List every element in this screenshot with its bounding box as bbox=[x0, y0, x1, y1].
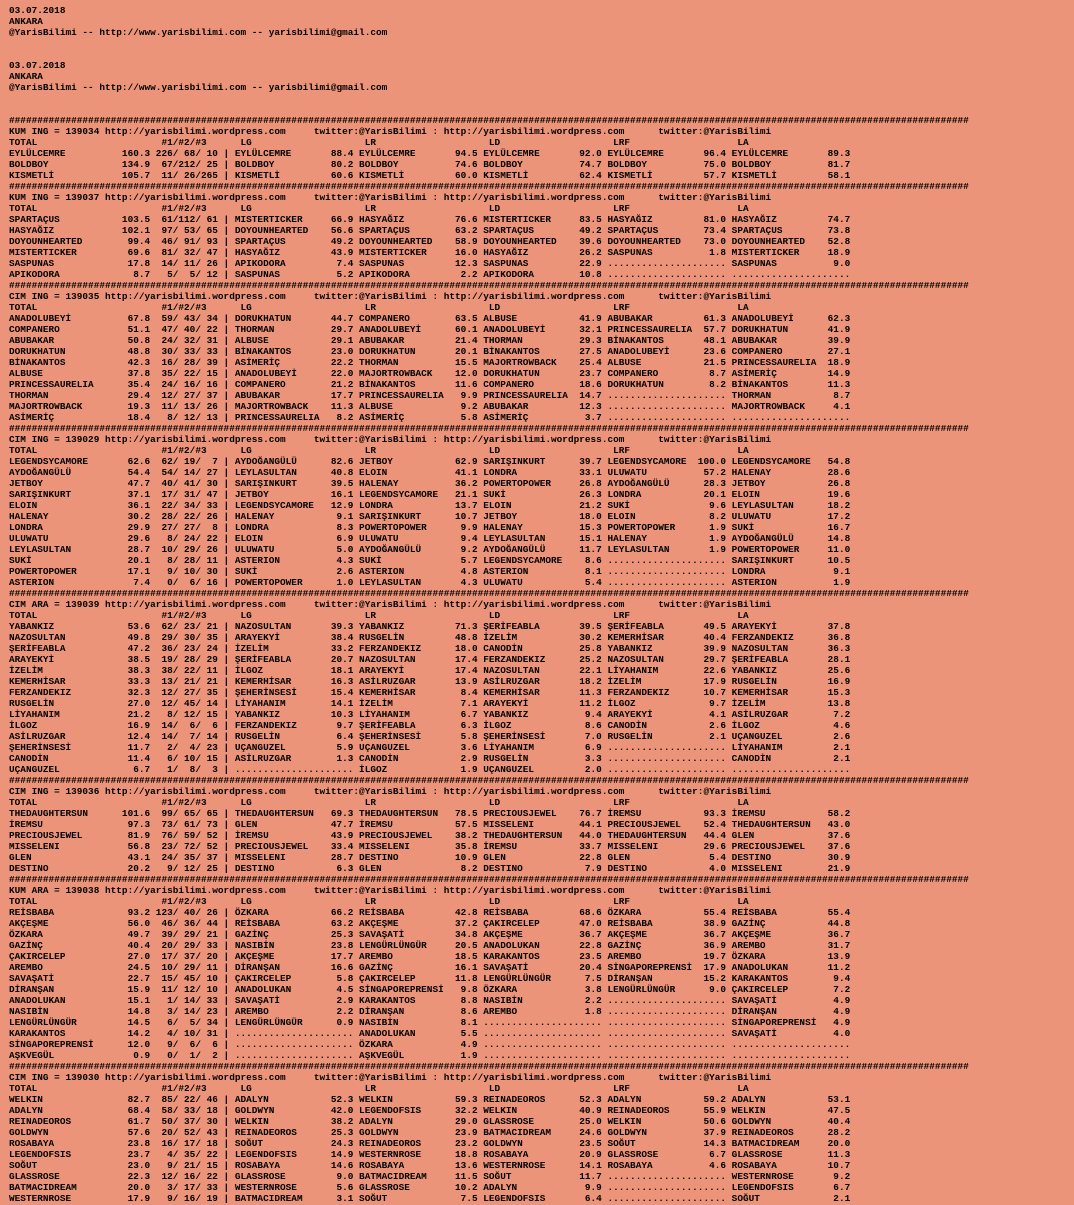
report-line: GOLDWYN 57.6 20/ 52/ 43 | REINADEOROS 25.3 GOLDWYN 23.9 BATMACIDREAM 24.6 GOLDWYN 37.9 REINADEOROS 28.2 bbox=[9, 1127, 851, 1138]
report-line: BİNAKANTOS 42.3 16/ 28/ 39 | ASİMERİÇ 22.2 THORMAN 15.5 MAJORTROWBACK 25.4 ALBUSE 21.5 PRINCESSAURELIA 18.9 bbox=[9, 357, 851, 368]
report-line: ABUBAKAR 50.8 24/ 32/ 31 | ALBUSE 29.1 ABUBAKAR 21.4 THORMAN 29.3 BİNAKANTOS 48.1 ABUBAKAR 39.9 bbox=[9, 335, 851, 346]
report-line: REINADEOROS 61.7 50/ 37/ 30 | WELKIN 38.2 ADALYN 29.0 GLASSROSE 25.0 WELKIN 50.6 GOLDWYN 40.4 bbox=[9, 1116, 851, 1127]
report-line: AYDOĞANGÜLÜ 54.4 54/ 14/ 27 | LEYLASULTAN 40.8 ELOIN 41.1 LONDRA 33.1 ULUWATU 57.2 HALENAY 28.6 bbox=[9, 467, 851, 478]
report-line: SASPUNAS 17.8 14/ 11/ 26 | APIKODORA 7.4 SASPUNAS 12.3 SASPUNAS 22.9 ..................... SASPUNAS 9.0 bbox=[9, 258, 851, 269]
report-line: NAZOSULTAN 49.8 29/ 30/ 35 | ARAYEKYİ 38.4 RUSGELİN 48.8 İZELİM 30.2 KEMERHİSAR 40.4 FERZANDEKIZ 36.8 bbox=[9, 632, 851, 643]
report-line bbox=[9, 38, 1071, 49]
report-line: YABANKIZ 53.6 62/ 23/ 21 | NAZOSULTAN 39.3 YABANKIZ 71.3 ŞERİFEABLA 39.5 ŞERİFEABLA 49.5 ARAYEKYİ 37.8 bbox=[9, 621, 851, 632]
report-line: İLGOZ 16.9 14/ 6/ 6 | FERZANDEKIZ 9.7 ŞERİFEABLA 6.3 İLGOZ 8.6 CANODİN 2.6 İLGOZ 4.6 bbox=[9, 720, 851, 731]
report-line: KISMETLİ 105.7 11/ 26/265 | KISMETLİ 60.6 KISMETLİ 60.0 KISMETLİ 62.4 KISMETLİ 57.7 KISMETLİ 58.1 bbox=[9, 170, 851, 181]
report-line: PRINCESSAURELIA 35.4 24/ 16/ 16 | COMPANERO 21.2 BİNAKANTOS 11.6 COMPANERO 18.6 DORUKHATUN 8.2 BİNAKANTOS 11.3 bbox=[9, 379, 851, 390]
report-line bbox=[9, 49, 1071, 60]
report-line: ANKARA bbox=[9, 71, 43, 82]
report-line: SOĞUT 23.0 9/ 21/ 15 | ROSABAYA 14.6 ROSABAYA 13.6 WESTERNROSE 14.1 ROSABAYA 4.6 ROSABAYA 10.7 bbox=[9, 1160, 851, 1171]
report-line: LENGÜRLÜNGÜR 14.5 6/ 5/ 34 | LENGÜRLÜNGÜR 0.9 NASIBİN 8.1 ..................... ..................... SİNGAPOREPRENSİ 4.9 bbox=[9, 1017, 851, 1028]
report-line: MISSELENI 56.8 23/ 72/ 52 | PRECIOUSJEWEL 33.4 MISSELENI 35.8 İREMSU 33.7 MISSELENI 29.6 PRECIOUSJEWEL 37.6 bbox=[9, 841, 851, 852]
report-line: LONDRA 29.9 27/ 27/ 8 | LONDRA 8.3 POWERTOPOWER 9.9 HALENAY 15.3 POWERTOPOWER 1.9 SUKİ 16.7 bbox=[9, 522, 851, 533]
report-line: POWERTOPOWER 17.1 9/ 10/ 30 | SUKİ 2.6 ASTERION 4.8 ASTERION 8.1 ..................... LONDRA 9.1 bbox=[9, 566, 851, 577]
report-line: ULUWATU 29.6 8/ 24/ 22 | ELOIN 6.9 ULUWATU 9.4 LEYLASULTAN 15.1 HALENAY 1.9 AYDOĞANGÜLÜ 14.8 bbox=[9, 533, 851, 544]
report-line: TOTAL #1/#2/#3 LG LR LD LRF LA bbox=[9, 896, 749, 907]
report-line bbox=[9, 104, 1071, 115]
report-line: THORMAN 29.4 12/ 27/ 37 | ABUBAKAR 17.7 PRINCESSAURELIA 9.9 PRINCESSAURELIA 14.7 ..................... THORMAN 8.7 bbox=[9, 390, 851, 401]
report-line: LEGENDSYCAMORE 62.6 62/ 19/ 7 | AYDOĞANGÜLÜ 82.6 JETBOY 62.9 SARIŞINKURT 39.7 LEGENDSYCAMORE 100.0 LEGENDSYCAMORE 54.8 bbox=[9, 456, 851, 467]
report-line: MISTERTICKER 69.6 81/ 32/ 47 | HASYAĞIZ 43.9 MISTERTICKER 16.0 HASYAĞIZ 26.2 SASPUNAS 1.8 MISTERTICKER 18.9 bbox=[9, 247, 851, 258]
report-line: ÖZKARA 49.7 39/ 29/ 21 | GAZİNÇ 25.3 SAVAŞATİ 34.8 AKÇEŞME 36.7 AKÇEŞME 36.7 AKÇEŞME 36.7 bbox=[9, 929, 851, 940]
report-line: CIM ING = 139036 http://yarisbilimi.wordpress.com twitter:@YarisBilimi : http://yarisbilimi.wordpress.com twitter:@YarisBilimi bbox=[9, 786, 772, 797]
report-line: PRECIOUSJEWEL 81.9 76/ 59/ 52 | İREMSU 43.9 PRECIOUSJEWEL 38.2 THEDAUGHTERSUN 44.0 THEDAUGHTERSUN 44.4 GLEN 37.6 bbox=[9, 830, 851, 841]
report-line: SUKİ 20.1 8/ 28/ 11 | ASTERION 4.3 SUKİ 5.7 LEGENDSYCAMORE 8.6 ..................... SARIŞINKURT 10.5 bbox=[9, 555, 851, 566]
report-line: ELOIN 36.1 22/ 34/ 33 | LEGENDSYCAMORE 12.9 LONDRA 13.7 ELOIN 21.2 SUKİ 9.6 LEYLASULTAN 18.2 bbox=[9, 500, 851, 511]
report-line: ÇAKIRCELEP 27.0 17/ 37/ 20 | AKÇEŞME 17.7 AREMBO 18.5 KARAKANTOS 23.5 AREMBO 19.7 ÖZKARA 13.9 bbox=[9, 951, 851, 962]
report-line: MAJORTROWBACK 19.3 11/ 13/ 26 | MAJORTROWBACK 11.3 ALBUSE 9.2 ABUBAKAR 12.3 ..................... MAJORTROWBACK 4.1 bbox=[9, 401, 851, 412]
report-line: SARIŞINKURT 37.1 17/ 31/ 47 | JETBOY 16.1 LEGENDSYCAMORE 21.1 SUKİ 26.3 LONDRA 20.1 ELOIN 19.6 bbox=[9, 489, 851, 500]
report-line: SAVAŞATİ 22.7 15/ 45/ 10 | ÇAKIRCELEP 5.8 ÇAKIRCELEP 11.8 LENGÜRLÜNGÜR 7.5 DİRANŞAN 15.2 KARAKANTOS 9.4 bbox=[9, 973, 851, 984]
report-line: ADALYN 68.4 58/ 33/ 18 | GOLDWYN 42.0 LEGENDOFSIS 32.2 WELKIN 40.9 REINADEOROS 55.9 WELKIN 47.5 bbox=[9, 1105, 851, 1116]
report-line: UÇANGUZEL 6.7 1/ 8/ 3 | ..................... İLGOZ 1.9 UÇANGUZEL 2.0 ..................... ..................... bbox=[9, 764, 851, 775]
report-line: 03.07.2018 bbox=[9, 60, 66, 71]
report-line: CIM ING = 139035 http://yarisbilimi.wordpress.com twitter:@YarisBilimi : http://yarisbilimi.wordpress.com twitter:@YarisBilimi bbox=[9, 291, 772, 302]
report-line: ########################################################################################################################################################################## bbox=[9, 181, 969, 192]
report-line: İZELİM 38.3 38/ 22/ 11 | İLGOZ 18.1 ARAYEKYİ 17.4 NAZOSULTAN 22.1 LİYAHANIM 22.6 YABANKIZ 25.6 bbox=[9, 665, 851, 676]
report-line: ŞERİFEABLA 47.2 36/ 23/ 24 | İZELİM 33.2 FERZANDEKIZ 18.0 CANODİN 25.8 YABANKIZ 39.9 NAZOSULTAN 36.3 bbox=[9, 643, 851, 654]
report-line: SİNGAPOREPRENSİ 12.0 9/ 6/ 6 | ..................... ÖZKARA 4.9 ..................... ..................... ..................... bbox=[9, 1039, 851, 1050]
report-line: DOYOUNHEARTED 99.4 46/ 91/ 93 | SPARTAÇUS 49.2 DOYOUNHEARTED 58.9 DOYOUNHEARTED 39.6 DOYOUNHEARTED 73.0 DOYOUNHEARTED 52.8 bbox=[9, 236, 851, 247]
report-line: ########################################################################################################################################################################## bbox=[9, 588, 969, 599]
report-line: FERZANDEKIZ 32.3 12/ 27/ 35 | ŞEHERİNSESİ 15.4 KEMERHİSAR 8.4 KEMERHİSAR 11.3 FERZANDEKIZ 10.7 KEMERHİSAR 15.3 bbox=[9, 687, 851, 698]
report-line: BOLDBOY 134.9 67/212/ 25 | BOLDBOY 80.2 BOLDBOY 74.6 BOLDBOY 74.7 BOLDBOY 75.0 BOLDBOY 81.7 bbox=[9, 159, 851, 170]
report-line: LEGENDOFSIS 23.7 4/ 35/ 22 | LEGENDOFSIS 14.9 WESTERNROSE 18.8 ROSABAYA 20.9 GLASSROSE 6.7 GLASSROSE 11.3 bbox=[9, 1149, 851, 1160]
report-line: NASIBİN 14.8 3/ 14/ 23 | AREMBO 2.2 DİRANŞAN 8.6 AREMBO 1.8 ..................... DİRANŞAN 4.9 bbox=[9, 1006, 851, 1017]
report-line: ASİMERİÇ 18.4 8/ 12/ 13 | PRINCESSAURELIA 8.2 ASİMERİÇ 5.8 ASİMERİÇ 3.7 ..................... ..................... bbox=[9, 412, 851, 423]
report-line: TOTAL #1/#2/#3 LG LR LD LRF LA bbox=[9, 445, 749, 456]
report-line: BATMACIDREAM 20.0 3/ 17/ 33 | WESTERNROSE 5.6 GLASSROSE 10.2 ADALYN 9.9 ..................... LEGENDOFSIS 6.7 bbox=[9, 1182, 851, 1193]
report-line: KARAKANTOS 14.2 4/ 10/ 31 | ..................... ANADOLUKAN 5.5 ..................... ..................... SAVAŞATİ 4.0 bbox=[9, 1028, 851, 1039]
report-line: GAZİNÇ 40.4 20/ 29/ 33 | NASIBİN 23.8 LENGÜRLÜNGÜR 20.5 ANADOLUKAN 22.8 GAZİNÇ 36.9 AREMBO 31.7 bbox=[9, 940, 851, 951]
report-line: CIM ARA = 139039 http://yarisbilimi.wordpress.com twitter:@YarisBilimi : http://yarisbilimi.wordpress.com twitter:@YarisBilimi bbox=[9, 599, 772, 610]
report-line: GLEN 43.1 24/ 35/ 37 | MISSELENI 28.7 DESTINO 10.9 GLEN 22.8 GLEN 5.4 DESTINO 30.9 bbox=[9, 852, 851, 863]
report-line: TOTAL #1/#2/#3 LG LR LD LRF LA bbox=[9, 203, 749, 214]
race-report-document bbox=[9, 5, 1071, 1204]
report-line: TOTAL #1/#2/#3 LG LR LD LRF LA bbox=[9, 797, 749, 808]
report-line: JETBOY 47.7 40/ 41/ 30 | SARIŞINKURT 39.5 HALENAY 36.2 POWERTOPOWER 26.8 AYDOĞANGÜLÜ 28.3 JETBOY 26.8 bbox=[9, 478, 851, 489]
report-line: SPARTAÇUS 103.5 61/112/ 61 | MISTERTICKER 66.9 HASYAĞIZ 76.6 MISTERTICKER 83.5 HASYAĞIZ 81.0 HASYAĞIZ 74.7 bbox=[9, 214, 851, 225]
report-line: LİYAHANIM 21.2 8/ 12/ 15 | YABANKIZ 10.3 LİYAHANIM 6.7 YABANKIZ 9.4 ARAYEKYİ 4.1 ASİLRUZGAR 7.2 bbox=[9, 709, 851, 720]
report-line: 03.07.2018 bbox=[9, 5, 66, 16]
report-line: ANADOLUKAN 15.1 1/ 14/ 33 | SAVAŞATİ 2.9 KARAKANTOS 8.8 NASIBİN 2.2 ..................... SAVAŞATİ 4.9 bbox=[9, 995, 851, 1006]
report-line: TOTAL #1/#2/#3 LG LR LD LRF LA bbox=[9, 302, 749, 313]
report-line: TOTAL #1/#2/#3 LG LR LD LRF LA bbox=[9, 137, 749, 148]
report-line: ########################################################################################################################################################################## bbox=[9, 280, 969, 291]
report-line: ŞEHERİNSESİ 11.7 2/ 4/ 23 | UÇANGUZEL 5.9 UÇANGUZEL 3.6 LİYAHANIM 6.9 ..................... LİYAHANIM 2.1 bbox=[9, 742, 851, 753]
report-line: ANADOLUBEYİ 67.8 59/ 43/ 34 | DORUKHATUN 44.7 COMPANERO 63.5 ALBUSE 41.9 ABUBAKAR 61.3 ANADOLUBEYİ 62.3 bbox=[9, 313, 851, 324]
report-line: WELKIN 82.7 85/ 22/ 46 | ADALYN 52.3 WELKIN 59.3 REINADEOROS 52.3 ADALYN 59.2 ADALYN 53.1 bbox=[9, 1094, 851, 1105]
report-line: DİRANŞAN 15.9 11/ 12/ 10 | ANADOLUKAN 4.5 SİNGAPOREPRENSİ 9.8 ÖZKARA 3.8 LENGÜRLÜNGÜR 9.0 ÇAKIRCELEP 7.2 bbox=[9, 984, 851, 995]
report-line: COMPANERO 51.1 47/ 40/ 22 | THORMAN 29.7 ANADOLUBEYİ 60.1 ANADOLUBEYİ 32.1 PRINCESSAURELIA 57.7 DORUKHATUN 41.9 bbox=[9, 324, 851, 335]
report-line: İREMSU 97.3 73/ 61/ 73 | GLEN 47.7 İREMSU 57.5 MISSELENI 44.1 PRECIOUSJEWEL 52.4 THEDAUGHTERSUN 43.0 bbox=[9, 819, 851, 830]
report-line: ########################################################################################################################################################################## bbox=[9, 115, 969, 126]
report-line: ########################################################################################################################################################################## bbox=[9, 874, 969, 885]
report-line: ANKARA bbox=[9, 16, 43, 27]
report-line: ROSABAYA 23.8 16/ 17/ 18 | SOĞUT 24.3 REINADEOROS 23.2 GOLDWYN 23.5 SOĞUT 14.3 BATMACIDREAM 20.0 bbox=[9, 1138, 851, 1149]
report-line: DESTINO 20.2 9/ 12/ 25 | DESTINO 6.3 GLEN 8.2 DESTINO 7.9 DESTINO 4.0 MISSELENI 21.9 bbox=[9, 863, 851, 874]
report-line: ########################################################################################################################################################################## bbox=[9, 775, 969, 786]
report-line: ########################################################################################################################################################################## bbox=[9, 423, 969, 434]
report-line: DORUKHATUN 48.8 30/ 33/ 33 | BİNAKANTOS 23.0 DORUKHATUN 20.1 BİNAKANTOS 27.5 ANADOLUBEYİ 23.6 COMPANERO 27.1 bbox=[9, 346, 851, 357]
report-line: CIM ING = 139030 http://yarisbilimi.wordpress.com twitter:@YarisBilimi : http://yarisbilimi.wordpress.com twitter:@YarisBilimi bbox=[9, 1072, 772, 1083]
report-line: AREMBO 24.5 10/ 29/ 11 | DİRANŞAN 16.6 GAZİNÇ 16.1 SAVAŞATİ 20.4 SİNGAPOREPRENSİ 17.9 ANADOLUKAN 11.2 bbox=[9, 962, 851, 973]
report-line: EYLÜLCEMRE 160.3 226/ 68/ 10 | EYLÜLCEMRE 88.4 EYLÜLCEMRE 94.5 EYLÜLCEMRE 92.0 EYLÜLCEMRE 96.4 EYLÜLCEMRE 89.3 bbox=[9, 148, 851, 159]
report-line: ALBUSE 37.8 35/ 22/ 15 | ANADOLUBEYİ 22.0 MAJORTROWBACK 12.0 DORUKHATUN 23.7 COMPANERO 8.7 ASİMERİÇ 14.9 bbox=[9, 368, 851, 379]
report-line: @YarisBilimi -- http://www.yarisbilimi.com -- yarisbilimi@gmail.com bbox=[9, 82, 388, 93]
report-line: RUSGELİN 27.0 12/ 45/ 14 | LİYAHANIM 14.1 İZELİM 7.1 ARAYEKYİ 11.2 İLGOZ 9.7 İZELİM 13.8 bbox=[9, 698, 851, 709]
report-line: ASİLRUZGAR 12.4 14/ 7/ 14 | RUSGELİN 6.4 ŞEHERİNSESİ 5.8 ŞEHERİNSESİ 7.0 RUSGELİN 2.1 UÇANGUZEL 2.6 bbox=[9, 731, 851, 742]
report-line: ########################################################################################################################################################################## bbox=[9, 1061, 969, 1072]
report-line: GLASSROSE 22.3 12/ 16/ 22 | GLASSROSE 9.0 BATMACIDREAM 11.5 SOĞUT 11.7 ..................... WESTERNROSE 9.2 bbox=[9, 1171, 851, 1182]
report-line: CIM ING = 139029 http://yarisbilimi.wordpress.com twitter:@YarisBilimi : http://yarisbilimi.wordpress.com twitter:@YarisBilimi bbox=[9, 434, 772, 445]
report-line: @YarisBilimi -- http://www.yarisbilimi.com -- yarisbilimi@gmail.com bbox=[9, 27, 388, 38]
report-line: THEDAUGHTERSUN 101.6 99/ 65/ 65 | THEDAUGHTERSUN 69.3 THEDAUGHTERSUN 78.5 PRECIOUSJEWEL 76.7 İREMSU 93.3 İREMSU 58.2 bbox=[9, 808, 851, 819]
report-line: KUM ING = 139034 http://yarisbilimi.wordpress.com twitter:@YarisBilimi : http://yarisbilimi.wordpress.com twitter:@YarisBilimi bbox=[9, 126, 772, 137]
report-line: HALENAY 30.2 28/ 22/ 26 | HALENAY 9.1 SARIŞINKURT 10.7 JETBOY 18.0 ELOIN 8.2 ULUWATU 17.2 bbox=[9, 511, 851, 522]
report-line: REİSBABA 93.2 123/ 40/ 26 | ÖZKARA 66.2 REİSBABA 42.8 REİSBABA 68.6 ÖZKARA 55.4 REİSBABA 55.4 bbox=[9, 907, 851, 918]
report-line bbox=[9, 93, 1071, 104]
report-line: TOTAL #1/#2/#3 LG LR LD LRF LA bbox=[9, 610, 749, 621]
report-line: WESTERNROSE 17.9 9/ 16/ 19 | BATMACIDREAM 3.1 SOĞUT 7.5 LEGENDOFSIS 6.4 ..................... SOĞUT 2.1 bbox=[9, 1193, 851, 1204]
report-line: AŞKVEGÜL 0.9 0/ 1/ 2 | ..................... AŞKVEGÜL 1.9 ..................... ..................... ..................... bbox=[9, 1050, 851, 1061]
report-line: LEYLASULTAN 28.7 10/ 29/ 26 | ULUWATU 5.0 AYDOĞANGÜLÜ 9.2 AYDOĞANGÜLÜ 11.7 LEYLASULTAN 1.9 POWERTOPOWER 11.0 bbox=[9, 544, 851, 555]
report-line: ARAYEKYİ 38.5 19/ 28/ 29 | ŞERİFEABLA 20.7 NAZOSULTAN 17.4 FERZANDEKIZ 25.2 NAZOSULTAN 29.7 ŞERİFEABLA 28.1 bbox=[9, 654, 851, 665]
report-line: TOTAL #1/#2/#3 LG LR LD LRF LA bbox=[9, 1083, 749, 1094]
report-line: ASTERION 7.4 0/ 6/ 16 | POWERTOPOWER 1.0 LEYLASULTAN 4.3 ULUWATU 5.4 ..................... ASTERION 1.9 bbox=[9, 577, 851, 588]
report-line: APIKODORA 8.7 5/ 5/ 12 | SASPUNAS 5.2 APIKODORA 2.2 APIKODORA 10.8 ..................... ..................... bbox=[9, 269, 851, 280]
report-line: KEMERHİSAR 33.3 13/ 21/ 21 | KEMERHİSAR 16.3 ASİLRUZGAR 13.9 ASİLRUZGAR 18.2 İZELİM 17.9 RUSGELİN 16.9 bbox=[9, 676, 851, 687]
report-line: KUM ING = 139037 http://yarisbilimi.wordpress.com twitter:@YarisBilimi : http://yarisbilimi.wordpress.com twitter:@YarisBilimi bbox=[9, 192, 772, 203]
report-line: AKÇEŞME 56.0 46/ 36/ 44 | REİSBABA 63.2 AKÇEŞME 37.2 ÇAKIRCELEP 47.0 REİSBABA 38.9 GAZİNÇ 44.8 bbox=[9, 918, 851, 929]
report-line: HASYAĞIZ 102.1 97/ 53/ 65 | DOYOUNHEARTED 56.6 SPARTAÇUS 63.2 SPARTAÇUS 49.2 SPARTAÇUS 73.4 SPARTAÇUS 73.8 bbox=[9, 225, 851, 236]
report-line: CANODİN 11.4 6/ 10/ 15 | ASİLRUZGAR 1.3 CANODİN 2.9 RUSGELİN 3.3 ..................... CANODİN 2.1 bbox=[9, 753, 851, 764]
report-line: KUM ARA = 139038 http://yarisbilimi.wordpress.com twitter:@YarisBilimi : http://yarisbilimi.wordpress.com twitter:@YarisBilimi bbox=[9, 885, 772, 896]
